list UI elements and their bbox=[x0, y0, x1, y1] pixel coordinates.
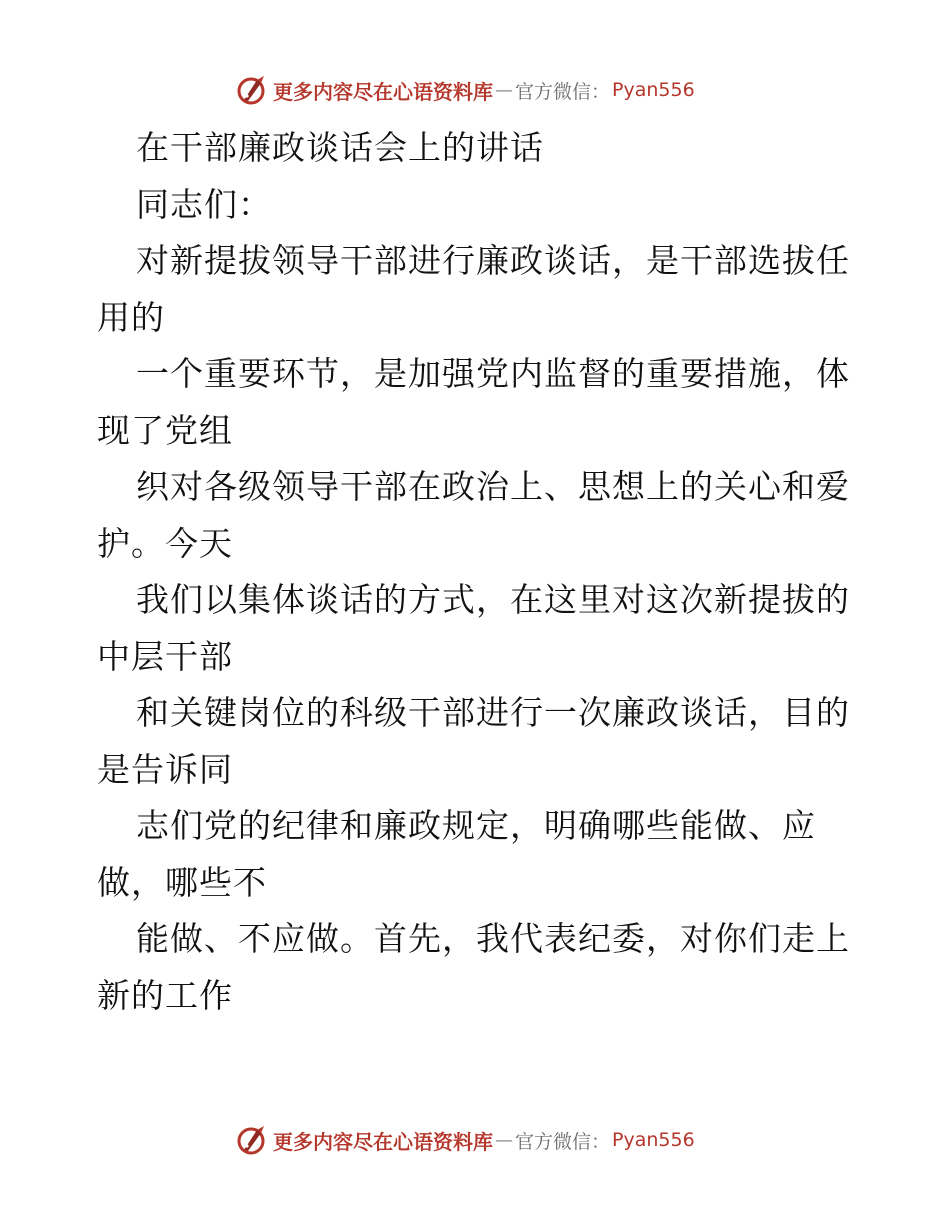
document-line: 我们以集体谈话的方式，在这里对这次新提拔的 bbox=[136, 580, 850, 619]
header-banner bbox=[235, 72, 695, 108]
footer-banner bbox=[235, 1122, 695, 1158]
document-line: 护。今天 bbox=[97, 523, 233, 563]
footer-separator: — bbox=[495, 1129, 513, 1151]
document-line: 现了党组 bbox=[97, 410, 233, 450]
document-line: 和关键岗位的科级干部进行一次廉政谈话，目的 bbox=[136, 693, 850, 732]
document-line: 同志们： bbox=[136, 184, 272, 224]
quill-pen-logo-icon bbox=[235, 1124, 267, 1156]
quill-pen-logo-icon bbox=[235, 74, 267, 106]
document-line: 志们党的纪律和廉政规定，明确哪些能做、应 bbox=[136, 806, 816, 845]
header-wechat-id: Pyan556 bbox=[612, 79, 695, 101]
footer-site-name: 更多内容尽在心语资料库 bbox=[273, 1129, 493, 1154]
document-line: 一个重要环节，是加强党内监督的重要措施，体 bbox=[136, 354, 850, 393]
document-body bbox=[97, 120, 857, 1024]
header-separator: — bbox=[495, 79, 513, 101]
document-line: 对新提拔领导干部进行廉政谈话，是干部选拔任 bbox=[136, 241, 850, 280]
document-line: 是告诉同 bbox=[97, 749, 233, 789]
document-line: 用的 bbox=[97, 297, 165, 337]
document-line: 织对各级领导干部在政治上、思想上的关心和爱 bbox=[136, 467, 850, 506]
document-line: 能做、不应做。首先，我代表纪委，对你们走上 bbox=[136, 919, 850, 958]
document-line: 做，哪些不 bbox=[97, 862, 267, 902]
document-line: 中层干部 bbox=[97, 636, 233, 676]
header-wechat-label: 官方微信： bbox=[515, 80, 611, 103]
footer-wechat-id: Pyan556 bbox=[612, 1129, 695, 1151]
header-site-name: 更多内容尽在心语资料库 bbox=[273, 79, 493, 104]
footer-wechat-label: 官方微信： bbox=[515, 1130, 611, 1153]
document-line: 在干部廉政谈话会上的讲话 bbox=[136, 128, 544, 167]
document-line: 新的工作 bbox=[97, 975, 233, 1015]
